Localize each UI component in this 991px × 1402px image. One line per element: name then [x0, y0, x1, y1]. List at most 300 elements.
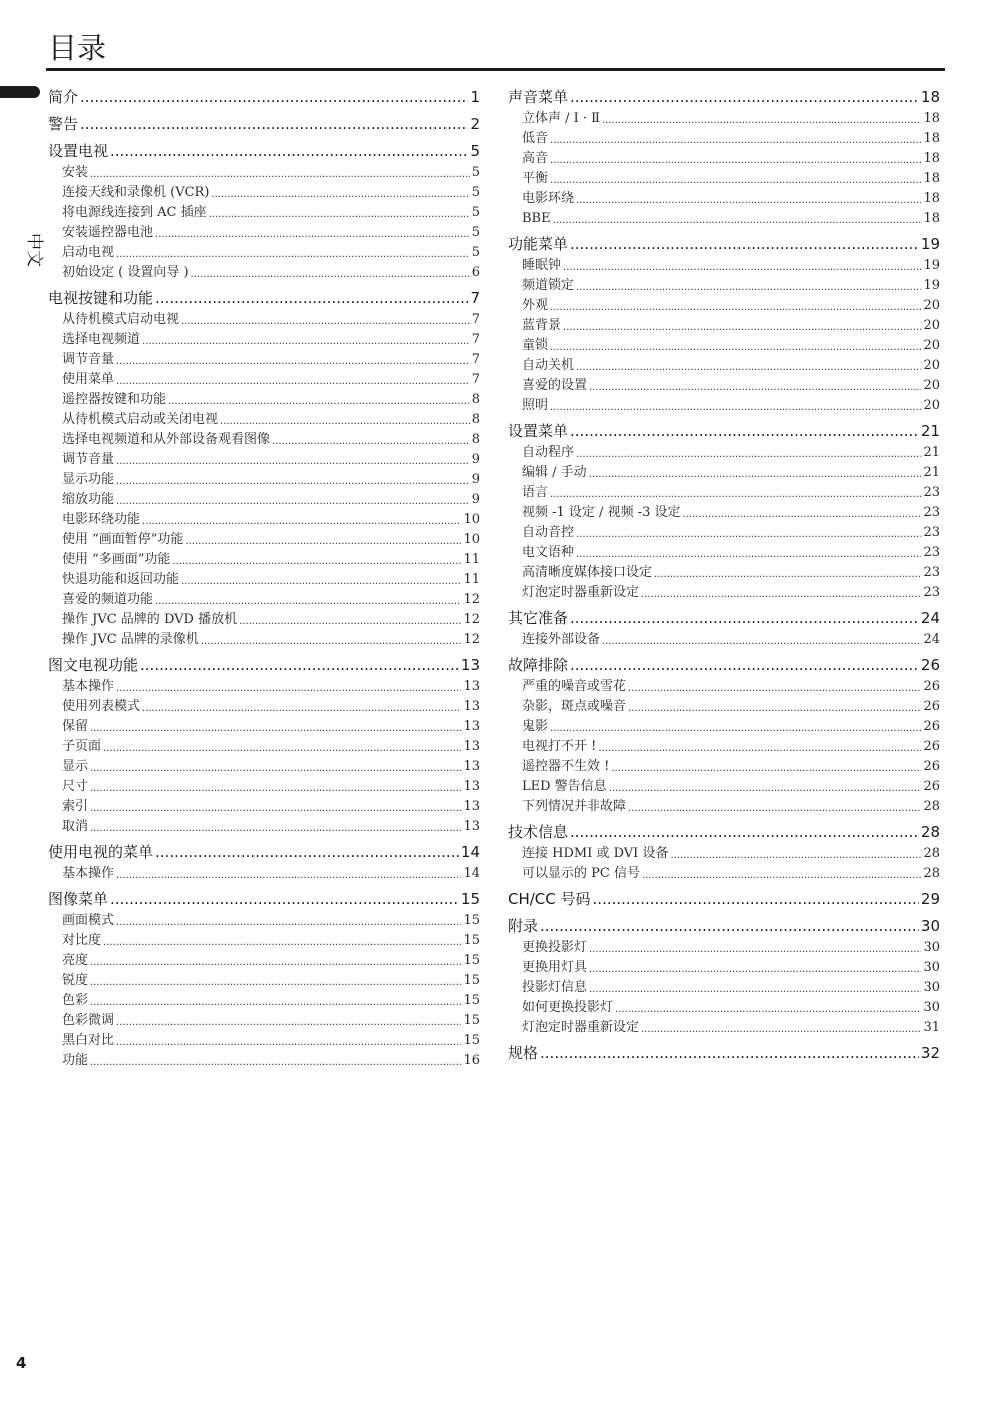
toc-entry-title: 童锁	[522, 338, 549, 353]
toc-entry-title: 投影灯信息	[522, 980, 588, 995]
toc-entry-title: 功能	[62, 1053, 89, 1068]
dot-leader	[641, 586, 921, 603]
toc-section-heading-page: 30	[920, 917, 940, 935]
toc-section-heading-title: 图像菜单	[48, 890, 109, 908]
toc-entry[interactable]	[48, 757, 480, 777]
toc-entry-title: 调节音量	[62, 352, 115, 367]
dot-leader	[641, 1021, 921, 1038]
toc-entry[interactable]	[508, 1018, 940, 1038]
toc-entry[interactable]	[48, 864, 480, 884]
toc-section-heading-title: 使用电视的菜单	[48, 843, 154, 861]
toc-entry[interactable]	[508, 189, 940, 209]
toc-entry[interactable]	[48, 717, 480, 737]
toc-entry-page: 18	[923, 171, 940, 186]
toc-section	[48, 140, 480, 283]
toc-entry-title: 遥控器不生效 !	[522, 759, 610, 774]
toc-entry-page: 23	[923, 565, 940, 580]
toc-entry[interactable]	[508, 998, 940, 1018]
toc-entry[interactable]	[48, 550, 480, 570]
toc-entry-title: 从待机模式启动或关闭电视	[62, 412, 219, 427]
toc-entry[interactable]	[48, 410, 480, 430]
toc-entry[interactable]	[48, 991, 480, 1011]
toc-section-heading-title: 其它准备	[508, 609, 569, 627]
toc-entry[interactable]	[508, 396, 940, 416]
dot-leader	[563, 319, 921, 336]
toc-section-heading[interactable]	[508, 607, 940, 630]
toc-entry[interactable]	[508, 149, 940, 169]
dot-leader	[589, 961, 921, 978]
toc-entry[interactable]	[508, 630, 940, 650]
dot-leader	[272, 433, 470, 450]
toc-entry[interactable]	[48, 630, 480, 650]
toc-section-heading[interactable]	[508, 888, 940, 911]
toc-section-heading-page: 14	[460, 843, 480, 861]
toc-section-heading[interactable]	[508, 1042, 940, 1065]
toc-entry-title: 高清晰度媒体接口设定	[522, 565, 653, 580]
toc-entry-page: 8	[471, 392, 480, 407]
dot-leader	[172, 553, 461, 570]
dot-leader	[116, 680, 461, 697]
toc-entry-title: 锐度	[62, 973, 89, 988]
toc-entry-page: 28	[923, 866, 940, 881]
toc-entry-page: 15	[463, 913, 480, 928]
dot-leader	[593, 888, 919, 911]
dot-leader	[609, 780, 922, 797]
toc-entry-title: 使用列表模式	[62, 699, 141, 714]
toc-entry-page: 11	[463, 552, 480, 567]
dot-leader	[90, 166, 470, 183]
toc-entry[interactable]	[508, 129, 940, 149]
dot-leader	[576, 446, 921, 463]
toc-entry-page: 15	[463, 1013, 480, 1028]
toc-entry-page: 5	[471, 205, 480, 220]
toc-entry-page: 26	[923, 739, 940, 754]
toc-entry-page: 6	[471, 265, 480, 280]
toc-entry[interactable]	[48, 203, 480, 223]
toc-entry-page: 7	[471, 372, 480, 387]
toc-section-heading-page: 5	[470, 142, 480, 160]
toc-entry-title: 启动电视	[62, 245, 115, 260]
toc-entry[interactable]	[48, 931, 480, 951]
toc-entry[interactable]	[48, 590, 480, 610]
toc-entry[interactable]	[48, 817, 480, 837]
toc-entry-page: 30	[923, 1000, 940, 1015]
dot-leader	[191, 266, 470, 283]
toc-entry-page: 15	[463, 973, 480, 988]
toc-entry[interactable]	[48, 183, 480, 203]
toc-entry-title: 杂影，斑点或噪音	[522, 699, 627, 714]
toc-section-heading-page: 2	[470, 115, 480, 133]
toc-section-heading[interactable]	[508, 654, 940, 677]
toc-section-heading-title: CH/CC 号码	[508, 890, 591, 908]
toc-entry[interactable]	[508, 717, 940, 737]
toc-entry-page: 5	[471, 225, 480, 240]
dot-leader	[602, 633, 921, 650]
toc-entry[interactable]	[48, 510, 480, 530]
toc-entry-page: 11	[463, 572, 480, 587]
dot-leader	[628, 800, 921, 817]
toc-entry[interactable]	[48, 350, 480, 370]
dot-leader	[140, 654, 459, 677]
toc-entry-title: 低音	[522, 131, 549, 146]
toc-entry-page: 28	[923, 799, 940, 814]
toc-entry[interactable]	[508, 697, 940, 717]
toc-entry-page: 7	[471, 352, 480, 367]
toc-entry-page: 21	[923, 465, 940, 480]
toc-section-heading-page: 26	[920, 656, 940, 674]
dot-leader	[116, 453, 470, 470]
toc-section-heading[interactable]	[508, 915, 940, 938]
toc-entry[interactable]	[48, 951, 480, 971]
dot-leader	[209, 206, 470, 223]
toc-entry[interactable]	[48, 530, 480, 550]
toc-entry[interactable]	[508, 356, 940, 376]
dot-leader	[550, 152, 921, 169]
toc-section-heading-page: 13	[460, 656, 480, 674]
toc-entry-page: 9	[471, 492, 480, 507]
toc-entry[interactable]	[508, 376, 940, 396]
page-number: 4	[16, 1354, 27, 1372]
dot-leader	[589, 941, 921, 958]
toc-entry[interactable]	[508, 757, 940, 777]
dot-leader	[116, 867, 461, 884]
toc-entry-page: 26	[923, 679, 940, 694]
toc-entry[interactable]	[508, 523, 940, 543]
toc-entry[interactable]	[48, 223, 480, 243]
dot-leader	[142, 513, 461, 530]
toc-right-column	[508, 86, 940, 1069]
toc-entry-title: 喜爱的频道功能	[62, 592, 154, 607]
toc-entry-title: 选择电视频道	[62, 332, 141, 347]
toc-section-heading-title: 声音菜单	[508, 88, 569, 106]
toc-entry-page: 10	[463, 532, 480, 547]
toc-section-heading-page: 28	[920, 823, 940, 841]
toc-entry-title: 对比度	[62, 933, 102, 948]
dot-leader	[576, 359, 921, 376]
toc-entry-title: 操作 JVC 品牌的录像机	[62, 632, 199, 647]
toc-section	[48, 654, 480, 837]
toc-entry-title: 基本操作	[62, 679, 115, 694]
toc-entry-title: 色彩	[62, 993, 89, 1008]
toc-entry-page: 18	[923, 111, 940, 126]
toc-entry-title: 如何更换投影灯	[522, 1000, 614, 1015]
toc-entry[interactable]	[48, 490, 480, 510]
toc-entry-page: 13	[463, 719, 480, 734]
toc-entry[interactable]	[508, 209, 940, 229]
toc-section	[508, 607, 940, 650]
toc-entry-page: 30	[923, 960, 940, 975]
toc-entry-title: 子页面	[62, 739, 102, 754]
toc-entry-title: 安装遥控器电池	[62, 225, 154, 240]
toc-entry-title: 灯泡定时器重新设定	[522, 585, 640, 600]
toc-entry-page: 13	[463, 679, 480, 694]
dot-leader	[116, 473, 470, 490]
toc-entry-title: 遥控器按键和功能	[62, 392, 167, 407]
toc-entry-page: 9	[471, 452, 480, 467]
toc-entry-page: 13	[463, 819, 480, 834]
toc-entry-title: 更换投影灯	[522, 940, 588, 955]
toc-entry[interactable]	[508, 797, 940, 817]
toc-entry[interactable]	[48, 1011, 480, 1031]
dot-leader	[570, 654, 919, 677]
toc-entry[interactable]	[508, 958, 940, 978]
toc-entry-page: 8	[471, 412, 480, 427]
toc-entry-title: 画面模式	[62, 913, 115, 928]
toc-entry-title: 连接外部设备	[522, 632, 601, 647]
toc-section-heading-title: 故障排除	[508, 656, 569, 674]
toc-entry-title: 索引	[62, 799, 89, 814]
toc-entry-title: 更换用灯具	[522, 960, 588, 975]
toc-entry[interactable]	[48, 697, 480, 717]
toc-entry[interactable]	[48, 911, 480, 931]
toc-section-heading[interactable]	[48, 654, 480, 677]
dot-leader	[90, 780, 461, 797]
toc-section-heading-page: 19	[920, 235, 940, 253]
toc-entry-title: 从待机模式启动电视	[62, 312, 180, 327]
toc-entry[interactable]	[48, 610, 480, 630]
toc-entry[interactable]	[508, 844, 940, 864]
toc-section	[508, 888, 940, 911]
dot-leader	[589, 379, 921, 396]
toc-entry-title: 连接天线和录像机 (VCR)	[62, 185, 210, 200]
toc-entry-page: 20	[923, 398, 940, 413]
dot-leader	[540, 1042, 919, 1065]
toc-entry-title: 视频 -1 设定 / 视频 -3 设定	[522, 505, 681, 520]
toc-entry[interactable]	[48, 450, 480, 470]
toc-entry[interactable]	[508, 563, 940, 583]
toc-entry-title: 严重的噪音或雪花	[522, 679, 627, 694]
toc-section-heading-page: 15	[460, 890, 480, 908]
toc-entry[interactable]	[508, 677, 940, 697]
toc-entry[interactable]	[508, 864, 940, 884]
toc-section-heading[interactable]	[508, 233, 940, 256]
toc-entry[interactable]	[48, 797, 480, 817]
toc-entry-page: 20	[923, 318, 940, 333]
toc-entry-title: 立体声 / Ⅰ · Ⅱ	[522, 111, 601, 126]
toc-entry-page: 23	[923, 505, 940, 520]
toc-section	[48, 113, 480, 136]
dot-leader	[116, 353, 470, 370]
toc-section-heading[interactable]	[48, 287, 480, 310]
dot-leader	[602, 112, 921, 129]
toc-entry[interactable]	[508, 316, 940, 336]
toc-section-heading[interactable]	[48, 140, 480, 163]
toc-entry-title: 显示功能	[62, 472, 115, 487]
toc-entry-title: 使用 “画面暂停”功能	[62, 532, 184, 547]
toc-entry[interactable]	[508, 483, 940, 503]
toc-section-heading[interactable]	[48, 86, 480, 109]
dot-leader	[628, 700, 921, 717]
toc-entry-page: 10	[463, 512, 480, 527]
toc-entry[interactable]	[48, 677, 480, 697]
dot-leader	[576, 546, 921, 563]
toc-entry-page: 12	[463, 612, 480, 627]
dot-leader	[540, 915, 919, 938]
toc-entry[interactable]	[48, 777, 480, 797]
toc-entry[interactable]	[508, 336, 940, 356]
toc-entry[interactable]	[508, 443, 940, 463]
toc-section-heading-title: 简介	[48, 88, 79, 106]
toc-section-heading[interactable]	[508, 86, 940, 109]
dot-leader	[553, 212, 922, 229]
toc-entry-page: 23	[923, 545, 940, 560]
toc-section-heading-page: 24	[920, 609, 940, 627]
dot-leader	[550, 486, 921, 503]
dot-leader	[110, 888, 459, 911]
toc-entry[interactable]	[48, 310, 480, 330]
toc-entry-page: 18	[923, 131, 940, 146]
toc-entry-page: 26	[923, 699, 940, 714]
toc-section-heading[interactable]	[508, 420, 940, 443]
dot-leader	[90, 974, 461, 991]
toc-entry-title: 初始设定 ( 设置向导 )	[62, 265, 189, 280]
toc-entry-title: 语言	[522, 485, 549, 500]
toc-entry-page: 28	[923, 846, 940, 861]
toc-entry-page: 23	[923, 525, 940, 540]
dot-leader	[220, 413, 470, 430]
dot-leader	[155, 226, 470, 243]
toc-entry[interactable]	[48, 330, 480, 350]
toc-section	[508, 1042, 940, 1065]
toc-entry-page: 26	[923, 779, 940, 794]
toc-entry[interactable]	[508, 978, 940, 998]
title-divider	[46, 68, 945, 71]
toc-entry[interactable]	[508, 583, 940, 603]
toc-entry[interactable]	[508, 543, 940, 563]
dot-leader	[570, 86, 919, 109]
toc-entry-title: 调节音量	[62, 452, 115, 467]
toc-entry-page: 18	[923, 211, 940, 226]
toc-entry-page: 8	[471, 432, 480, 447]
toc-section-heading[interactable]	[48, 113, 480, 136]
toc-section-heading-title: 功能菜单	[508, 235, 569, 253]
toc-entry[interactable]	[48, 1031, 480, 1051]
toc-entry-page: 16	[463, 1053, 480, 1068]
toc-entry[interactable]	[508, 296, 940, 316]
dot-leader	[550, 720, 921, 737]
toc-entry[interactable]	[48, 263, 480, 283]
dot-leader	[168, 393, 470, 410]
toc-entry-page: 7	[471, 332, 480, 347]
toc-entry[interactable]	[508, 276, 940, 296]
toc-entry-title: 电视打不开 !	[522, 739, 597, 754]
toc-entry-title: 亮度	[62, 953, 89, 968]
dot-leader	[570, 420, 919, 443]
dot-leader	[615, 1001, 921, 1018]
toc-entry-title: 自动关机	[522, 358, 575, 373]
toc-entry-page: 21	[923, 445, 940, 460]
dot-leader	[576, 526, 921, 543]
toc-entry[interactable]	[508, 109, 940, 129]
dot-leader	[598, 740, 921, 757]
toc-entry[interactable]	[48, 470, 480, 490]
toc-entry-title: 黑白对比	[62, 1033, 115, 1048]
dot-leader	[550, 172, 921, 189]
toc-entry-page: 23	[923, 585, 940, 600]
dot-leader	[550, 399, 921, 416]
toc-section	[48, 888, 480, 1071]
toc-entry[interactable]	[508, 169, 940, 189]
dot-leader	[90, 760, 461, 777]
toc-entry[interactable]	[508, 463, 940, 483]
toc-entry[interactable]	[48, 390, 480, 410]
toc-entry[interactable]	[48, 1051, 480, 1071]
dot-leader	[116, 493, 470, 510]
toc-entry-page: 20	[923, 358, 940, 373]
toc-entry-title: 将电源线连接到 AC 插座	[62, 205, 207, 220]
toc-entry[interactable]	[48, 243, 480, 263]
toc-entry[interactable]	[508, 777, 940, 797]
toc-section-heading[interactable]	[508, 821, 940, 844]
dot-leader	[155, 841, 459, 864]
toc-entry[interactable]	[48, 430, 480, 450]
dot-leader	[90, 720, 461, 737]
toc-entry-page: 26	[923, 719, 940, 734]
toc-entry-title: 自动程序	[522, 445, 575, 460]
toc-entry-title: 使用 “多画面”功能	[62, 552, 171, 567]
toc-entry-page: 20	[923, 298, 940, 313]
toc-section	[48, 86, 480, 109]
toc-entry-title: 编辑 / 手动	[522, 465, 587, 480]
toc-entry-title: 可以显示的 PC 信号	[522, 866, 640, 881]
toc-entry-page: 24	[923, 632, 940, 647]
toc-entry-page: 5	[471, 165, 480, 180]
dot-leader	[563, 259, 921, 276]
toc-entry-title: 选择电视频道和从外部设备观看图像	[62, 432, 271, 447]
toc-section-heading[interactable]	[48, 841, 480, 864]
toc-entry-page: 18	[923, 191, 940, 206]
toc-entry-page: 15	[463, 993, 480, 1008]
dot-leader	[116, 914, 461, 931]
toc-entry-page: 13	[463, 799, 480, 814]
toc-entry[interactable]	[48, 370, 480, 390]
toc-entry[interactable]	[48, 570, 480, 590]
toc-entry[interactable]	[508, 503, 940, 523]
toc-entry[interactable]	[508, 256, 940, 276]
toc-entry-page: 15	[463, 933, 480, 948]
toc-entry-page: 12	[463, 592, 480, 607]
toc-entry[interactable]	[508, 938, 940, 958]
toc-section-heading[interactable]	[48, 888, 480, 911]
dot-leader	[90, 994, 461, 1011]
dot-leader	[550, 132, 921, 149]
toc-entry-title: 使用菜单	[62, 372, 115, 387]
toc-entry[interactable]	[48, 971, 480, 991]
toc-entry-title: LED 警告信息	[522, 779, 607, 794]
toc-entry-title: 快退功能和返回功能	[62, 572, 180, 587]
dot-leader	[570, 233, 919, 256]
toc-entry-title: 自动音控	[522, 525, 575, 540]
toc-entry[interactable]	[48, 737, 480, 757]
dot-leader	[185, 533, 461, 550]
dot-leader	[80, 86, 468, 109]
dot-leader	[90, 820, 461, 837]
toc-section-heading-page: 32	[920, 1044, 940, 1062]
toc-entry-title: 操作 JVC 品牌的 DVD 播放机	[62, 612, 238, 627]
toc-entry-title: 照明	[522, 398, 549, 413]
dot-leader	[116, 246, 470, 263]
toc-section-heading-title: 设置菜单	[508, 422, 569, 440]
toc-entry[interactable]	[508, 737, 940, 757]
toc-entry-title: 灯泡定时器重新设定	[522, 1020, 640, 1035]
toc-entry[interactable]	[48, 163, 480, 183]
toc-entry-title: 喜爱的设置	[522, 378, 588, 393]
dot-leader	[589, 466, 922, 483]
dot-leader	[239, 613, 461, 630]
dot-leader	[201, 633, 462, 650]
toc-entry-title: 高音	[522, 151, 549, 166]
dot-leader	[181, 573, 461, 590]
